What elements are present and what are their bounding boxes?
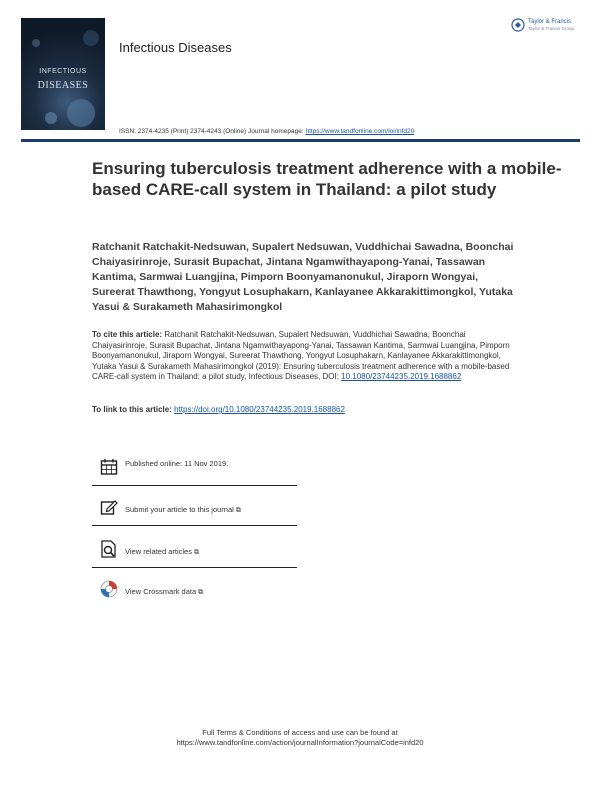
cover-title-line2: DISEASES <box>37 80 89 91</box>
journal-homepage-link[interactable]: https://www.tandfonline.com/loi/infd20 <box>305 128 415 135</box>
submit-article-link[interactable] <box>125 505 241 515</box>
citation-doi-link[interactable]: 10.1080/23744235.2019.1688862 <box>341 372 462 381</box>
crossmark-link[interactable] <box>125 587 203 597</box>
journal-name: Infectious Diseases <box>119 40 232 55</box>
search-document-icon <box>100 540 118 558</box>
published-date-text: Published online: 11 Nov 2019. <box>125 459 229 468</box>
footer-terms-text: Full Terms & Conditions of access and use can be found at <box>202 728 398 737</box>
related-articles-link[interactable] <box>125 547 199 557</box>
related-articles-row[interactable] <box>92 528 297 568</box>
external-link-icon: ⧉ <box>235 507 241 514</box>
article-link-label: To link to this article: <box>92 405 172 414</box>
issn-line <box>119 128 414 135</box>
citation-block <box>92 330 522 383</box>
article-title: Ensuring tuberculosis treatment adherence with a mobile-based CARE-call system in Thailand: a pilot study <box>92 159 562 199</box>
issn-text: ISSN: 2374-4235 (Print) 2374-4243 (Online) Journal homepage: <box>119 128 304 135</box>
row-divider <box>92 525 297 526</box>
calendar-icon <box>100 458 118 476</box>
edit-icon <box>100 498 118 516</box>
article-doi-url-link[interactable]: https://doi.org/10.1080/23744235.2019.1688862 <box>174 405 345 414</box>
footer-terms-url[interactable]: https://www.tandfonline.com/action/journalInformation?journalCode=infd20 <box>176 738 424 747</box>
cover-title-line1: INFECTIOUS <box>39 68 87 75</box>
publisher-logo <box>511 16 586 38</box>
related-articles-label: View related articles <box>125 547 192 556</box>
header-divider <box>21 139 580 142</box>
publisher-name: Taylor & Francis <box>528 19 572 25</box>
crossmark-label: View Crossmark data <box>125 587 197 596</box>
article-link-line <box>92 405 345 414</box>
citation-text: Ratchanit Ratchakit-Nedsuwan, Supalert Nedsuwan, Vuddhichai Sawadna, Boonchai Chaiyasirinroje, Surasit Bupachat, Jintana Ngamwithayapong-Yanai, Tassawan Kantima, Sarmwai Luangjina, Pimporn Boonyamanonukul, Jiraporn Wongyai, Sureerat Thawthong, Yongyut Losuphakarn, Kanlayanee Akkarakittimongkol, Yutaka Yasui & Surakameth Mahasirimongkol (2019): Ensuring tuberculosis treatment adherence with a mobile-based CARE-call system in Thailand: a pilot study, Infectious Diseases, DOI: <box>92 330 510 381</box>
footer-terms <box>0 728 600 748</box>
external-link-icon: ⧉ <box>193 549 199 556</box>
publisher-group: Taylor & Francis Group <box>528 26 575 31</box>
submit-article-row[interactable] <box>92 486 297 526</box>
submit-article-label: Submit your article to this journal <box>125 505 234 514</box>
article-authors: Ratchanit Ratchakit-Nedsuwan, Supalert Nedsuwan, Vuddhichai Sawadna, Boonchai Chaiyasirinroje, Surasit Bupachat, Jintana Ngamwithayapong-Yanai, Tassawan Kantima, Sarmwai Luangjina, Pimporn Boonyamanonukul, Jiraporn Wongyai, Sureerat Thawthong, Yongyut Losuphakarn, Kanlayanee Akkarakittimongkol, Yutaka Yasui & Surakameth Mahasirimongkol <box>92 241 514 313</box>
journal-cover-image <box>21 18 105 130</box>
citation-label: To cite this article: <box>92 330 163 339</box>
crossmark-row[interactable] <box>92 568 297 608</box>
external-link-icon: ⧉ <box>198 589 204 596</box>
publisher-logo-icon <box>511 18 525 32</box>
published-row <box>92 446 297 486</box>
crossmark-icon <box>100 580 118 598</box>
